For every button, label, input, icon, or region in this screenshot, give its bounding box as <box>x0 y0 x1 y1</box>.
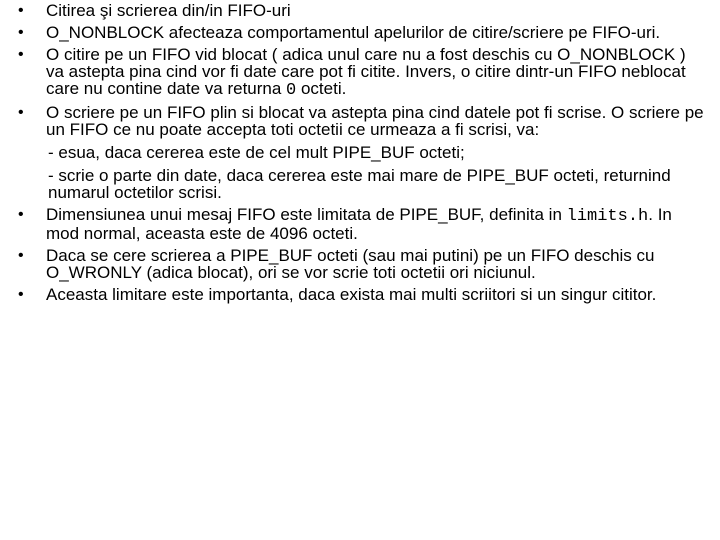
bullet-item <box>18 206 708 242</box>
bullet-text: O scriere pe un FIFO plin si blocat va astepta pina cind datele pot fi scrise. O scriere pe un FIFO ce nu poate accepta toti octetii ce urmeaza a fi scrisi, va: <box>46 103 704 139</box>
bullet-text: Daca se cere scrierea a PIPE_BUF octeti (sau mai putini) pe un FIFO deschis cu O_WRONLY (adica blocat), ori se vor scrie toti octetii ori niciunul. <box>46 246 655 282</box>
bullet-icon: • <box>18 206 24 223</box>
bullet-icon: • <box>18 2 24 19</box>
bullet-text: Aceasta limitare este importanta, daca exista mai multi scriitori si un singur cititor. <box>46 285 657 304</box>
bullet-icon: • <box>18 46 24 63</box>
bullet-text: Dimensiunea unui mesaj FIFO este limitata de PIPE_BUF, definita in <box>46 205 567 224</box>
bullet-list <box>18 2 708 308</box>
bullet-text: O citire pe un FIFO vid blocat ( adica unul care nu a fost deschis cu O_NONBLOCK ) va astepta pina cind vor fi date care pot fi citite. Invers, o citire dintr-un FIFO neblocat care nu contine date va returna <box>46 45 686 98</box>
bullet-icon: • <box>18 286 24 303</box>
bullet-item <box>18 2 708 19</box>
sub-item-fail: - esua, daca cererea este de cel mult PIPE_BUF octeti; <box>48 143 465 162</box>
bullet-item <box>18 46 708 99</box>
code-limits-h: limits.h <box>566 207 649 226</box>
bullet-item <box>18 286 708 303</box>
bullet-text: O_NONBLOCK afecteaza comportamentul apelurilor de citire/scriere pe FIFO-uri. <box>46 23 661 42</box>
bullet-text-tail: octeti. <box>296 79 347 98</box>
bullet-icon: • <box>18 104 24 121</box>
sub-item-partial-write: - scrie o parte din date, daca cererea este mai mare de PIPE_BUF octeti, returnind numarul octetilor scrisi. <box>48 166 671 202</box>
bullet-icon: • <box>18 24 24 41</box>
bullet-text: Citirea şi scrierea din/in FIFO-uri <box>46 1 291 20</box>
bullet-item <box>18 104 708 201</box>
bullet-item <box>18 247 708 281</box>
code-zero: 0 <box>286 81 297 100</box>
bullet-icon: • <box>18 247 24 264</box>
bullet-text-tail: . In mod normal, aceasta este de 4096 octeti. <box>46 205 672 243</box>
bullet-item <box>18 24 708 41</box>
